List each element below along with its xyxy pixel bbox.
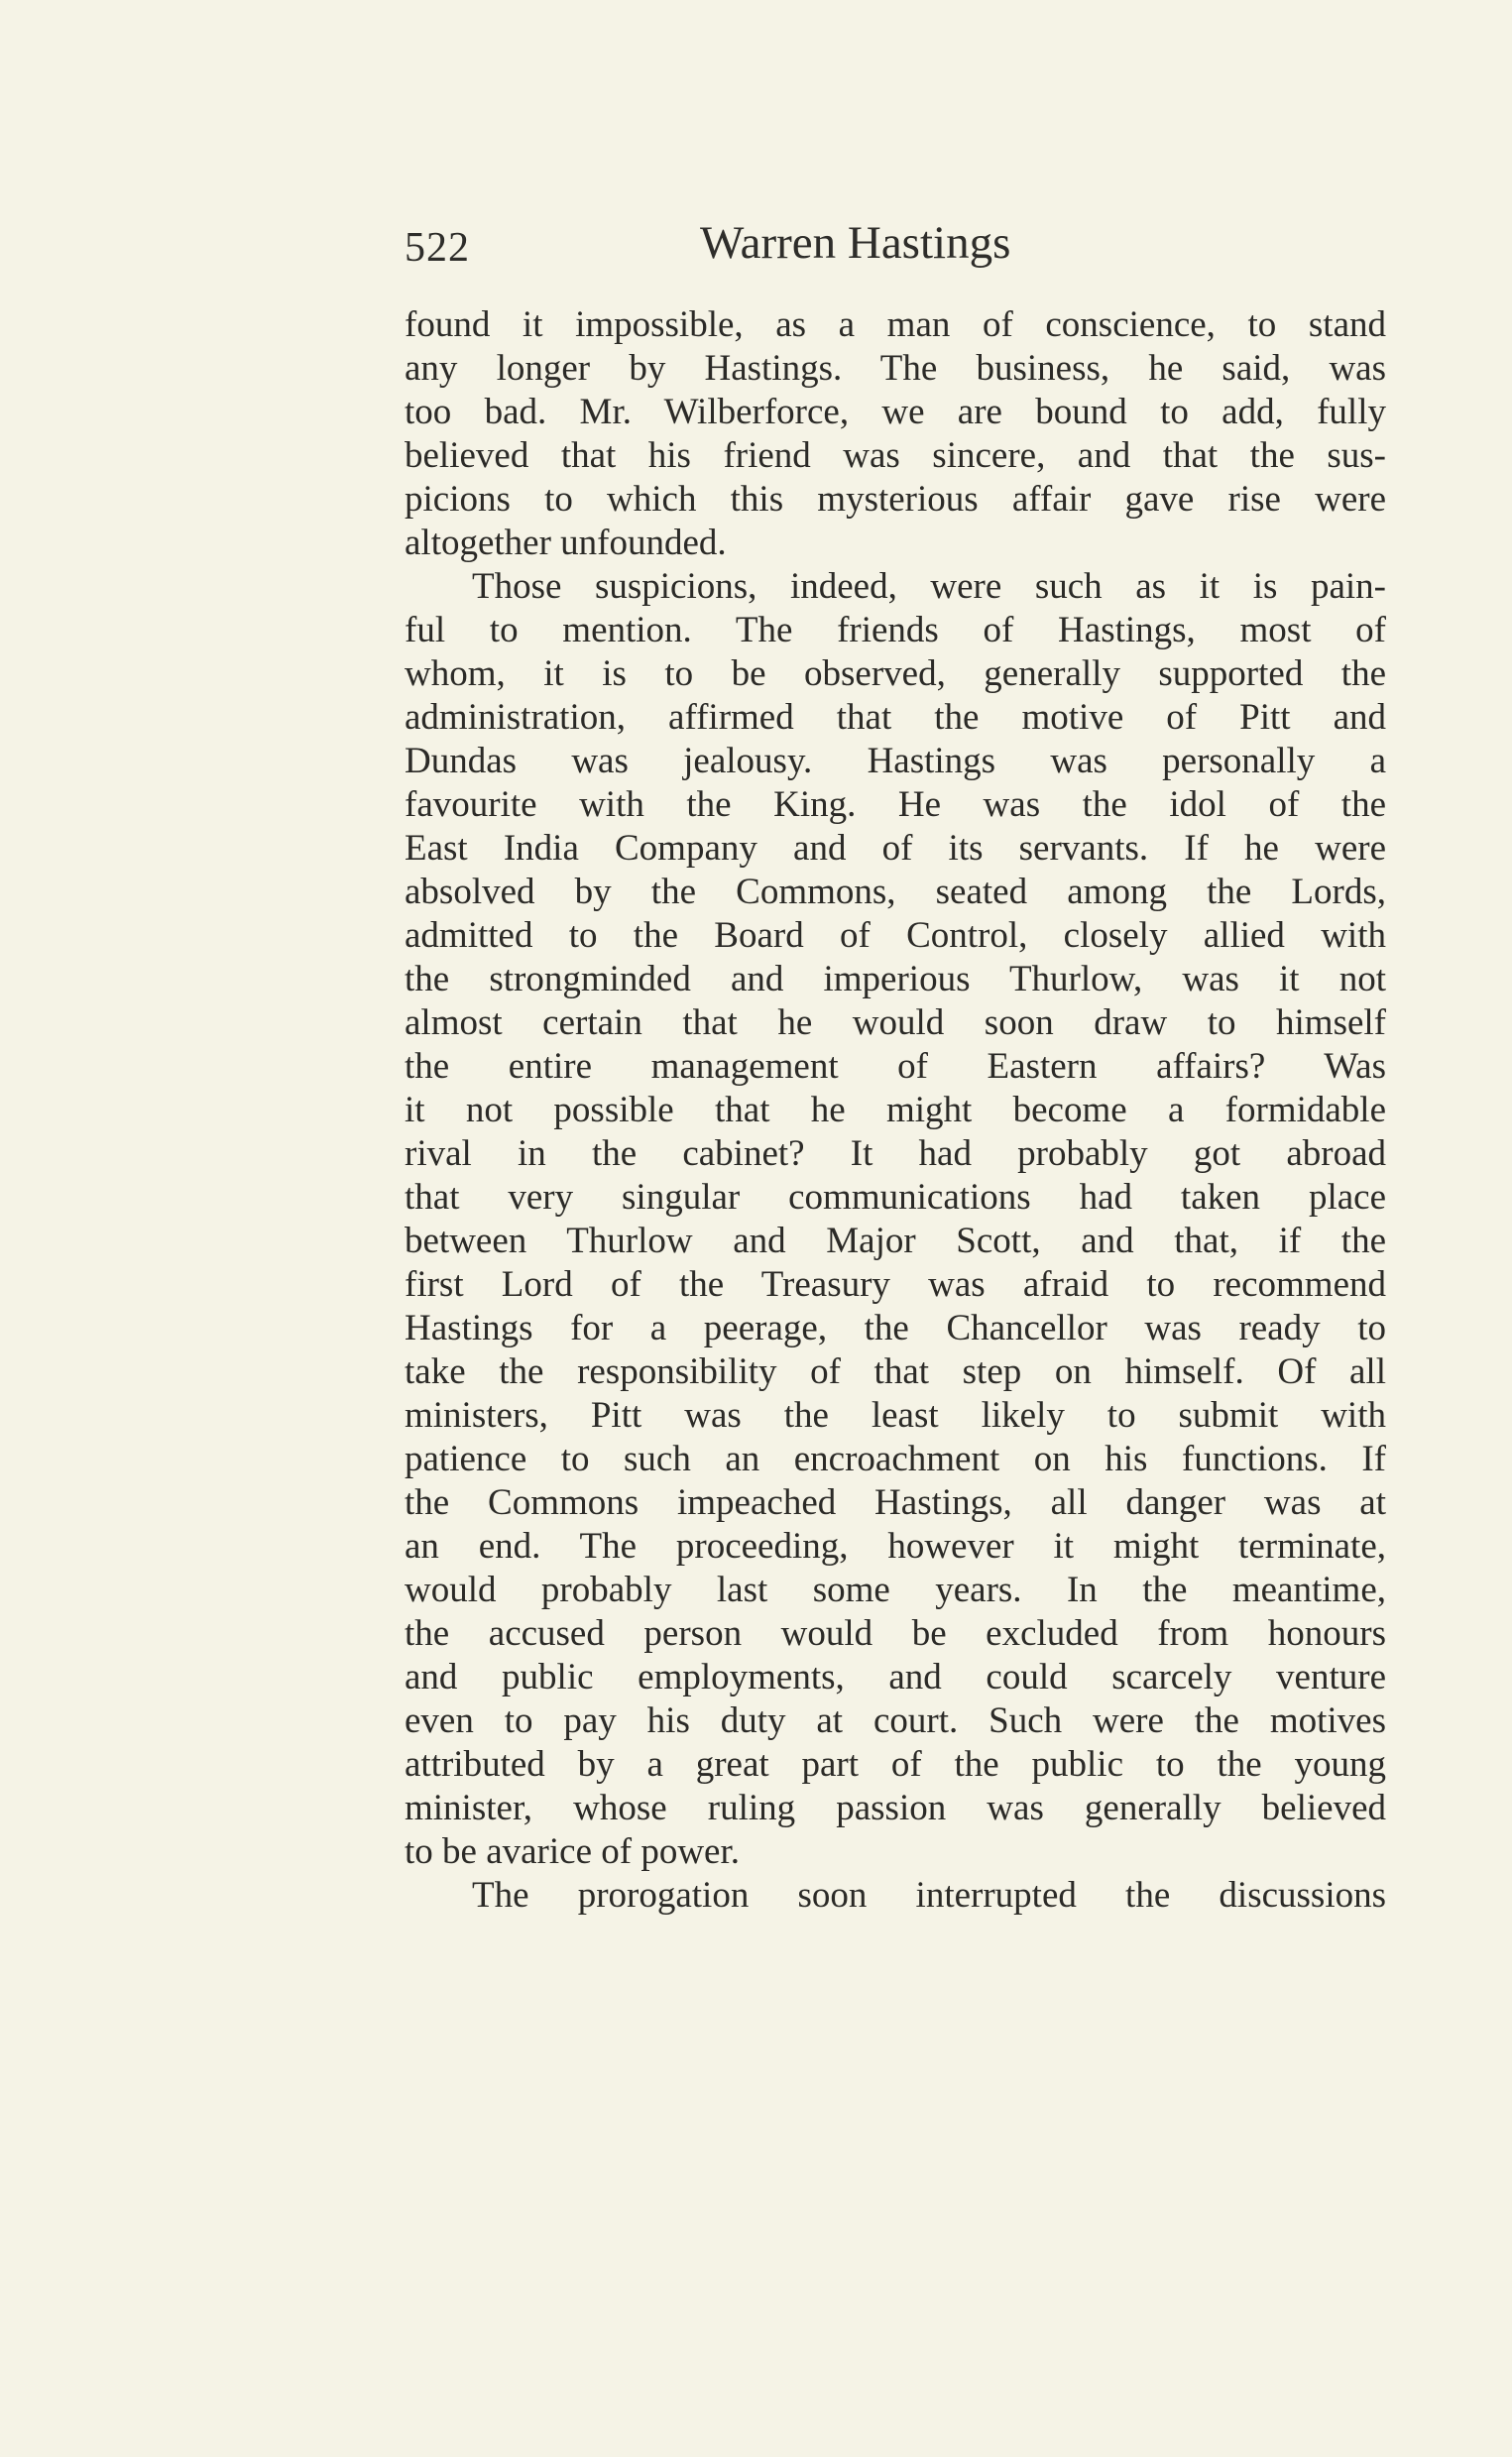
- page-number: 522: [405, 225, 470, 271]
- text-line: Those suspicions, indeed, were such as it is pain-: [472, 566, 1386, 607]
- text-line: The prorogation soon interrupted the discussions: [472, 1875, 1386, 1916]
- text-line: take the responsibility of that step on himself. Of all: [405, 1351, 1386, 1392]
- text-line: to be avarice of power.: [405, 1831, 740, 1872]
- text-line: the strongminded and imperious Thurlow, was it not: [405, 959, 1386, 999]
- text-line: rival in the cabinet? It had probably got abroad: [405, 1133, 1386, 1174]
- text-line: believed that his friend was sincere, and that the sus-: [405, 435, 1386, 476]
- text-line: Dundas was jealousy. Hastings was personally a: [405, 741, 1386, 781]
- text-line: admitted to the Board of Control, closely allied with: [405, 915, 1386, 956]
- text-line: favourite with the King. He was the idol of the: [405, 784, 1386, 825]
- text-line: attributed by a great part of the public to the young: [405, 1744, 1386, 1785]
- text-line: East India Company and of its servants. If he were: [405, 828, 1386, 869]
- text-line: would probably last some years. In the meantime,: [405, 1570, 1386, 1610]
- text-line: it not possible that he might become a formidable: [405, 1090, 1386, 1130]
- text-line: the Commons impeached Hastings, all danger was at: [405, 1482, 1386, 1523]
- text-line: Hastings for a peerage, the Chancellor was ready to: [405, 1308, 1386, 1348]
- running-header: [405, 216, 1386, 276]
- text-line: altogether unfounded.: [405, 523, 727, 563]
- running-title: Warren Hastings: [700, 217, 1011, 269]
- text-line: and public employments, and could scarcely venture: [405, 1657, 1386, 1697]
- text-line: any longer by Hastings. The business, he said, was: [405, 348, 1386, 389]
- text-line: absolved by the Commons, seated among the Lords,: [405, 872, 1386, 912]
- text-line: minister, whose ruling passion was generally believed: [405, 1788, 1386, 1828]
- text-line: picions to which this mysterious affair gave rise were: [405, 479, 1386, 520]
- text-line: the accused person would be excluded from honours: [405, 1613, 1386, 1654]
- text-line: an end. The proceeding, however it might terminate,: [405, 1526, 1386, 1567]
- text-line: even to pay his duty at court. Such were the motives: [405, 1700, 1386, 1741]
- text-line: the entire management of Eastern affairs? Was: [405, 1046, 1386, 1087]
- text-line: ministers, Pitt was the least likely to submit with: [405, 1395, 1386, 1436]
- text-line: almost certain that he would soon draw to himself: [405, 1002, 1386, 1043]
- body-text: [405, 303, 1386, 1949]
- text-line: between Thurlow and Major Scott, and that, if the: [405, 1221, 1386, 1261]
- text-line: patience to such an encroachment on his functions. If: [405, 1439, 1386, 1479]
- text-line: too bad. Mr. Wilberforce, we are bound to add, fully: [405, 392, 1386, 432]
- text-line: found it impossible, as a man of conscience, to stand: [405, 304, 1386, 345]
- text-line: whom, it is to be observed, generally supported the: [405, 653, 1386, 694]
- text-line: ful to mention. The friends of Hastings, most of: [405, 610, 1386, 650]
- text-line: that very singular communications had taken place: [405, 1177, 1386, 1218]
- text-line: first Lord of the Treasury was afraid to recommend: [405, 1264, 1386, 1305]
- text-line: administration, affirmed that the motive of Pitt and: [405, 697, 1386, 738]
